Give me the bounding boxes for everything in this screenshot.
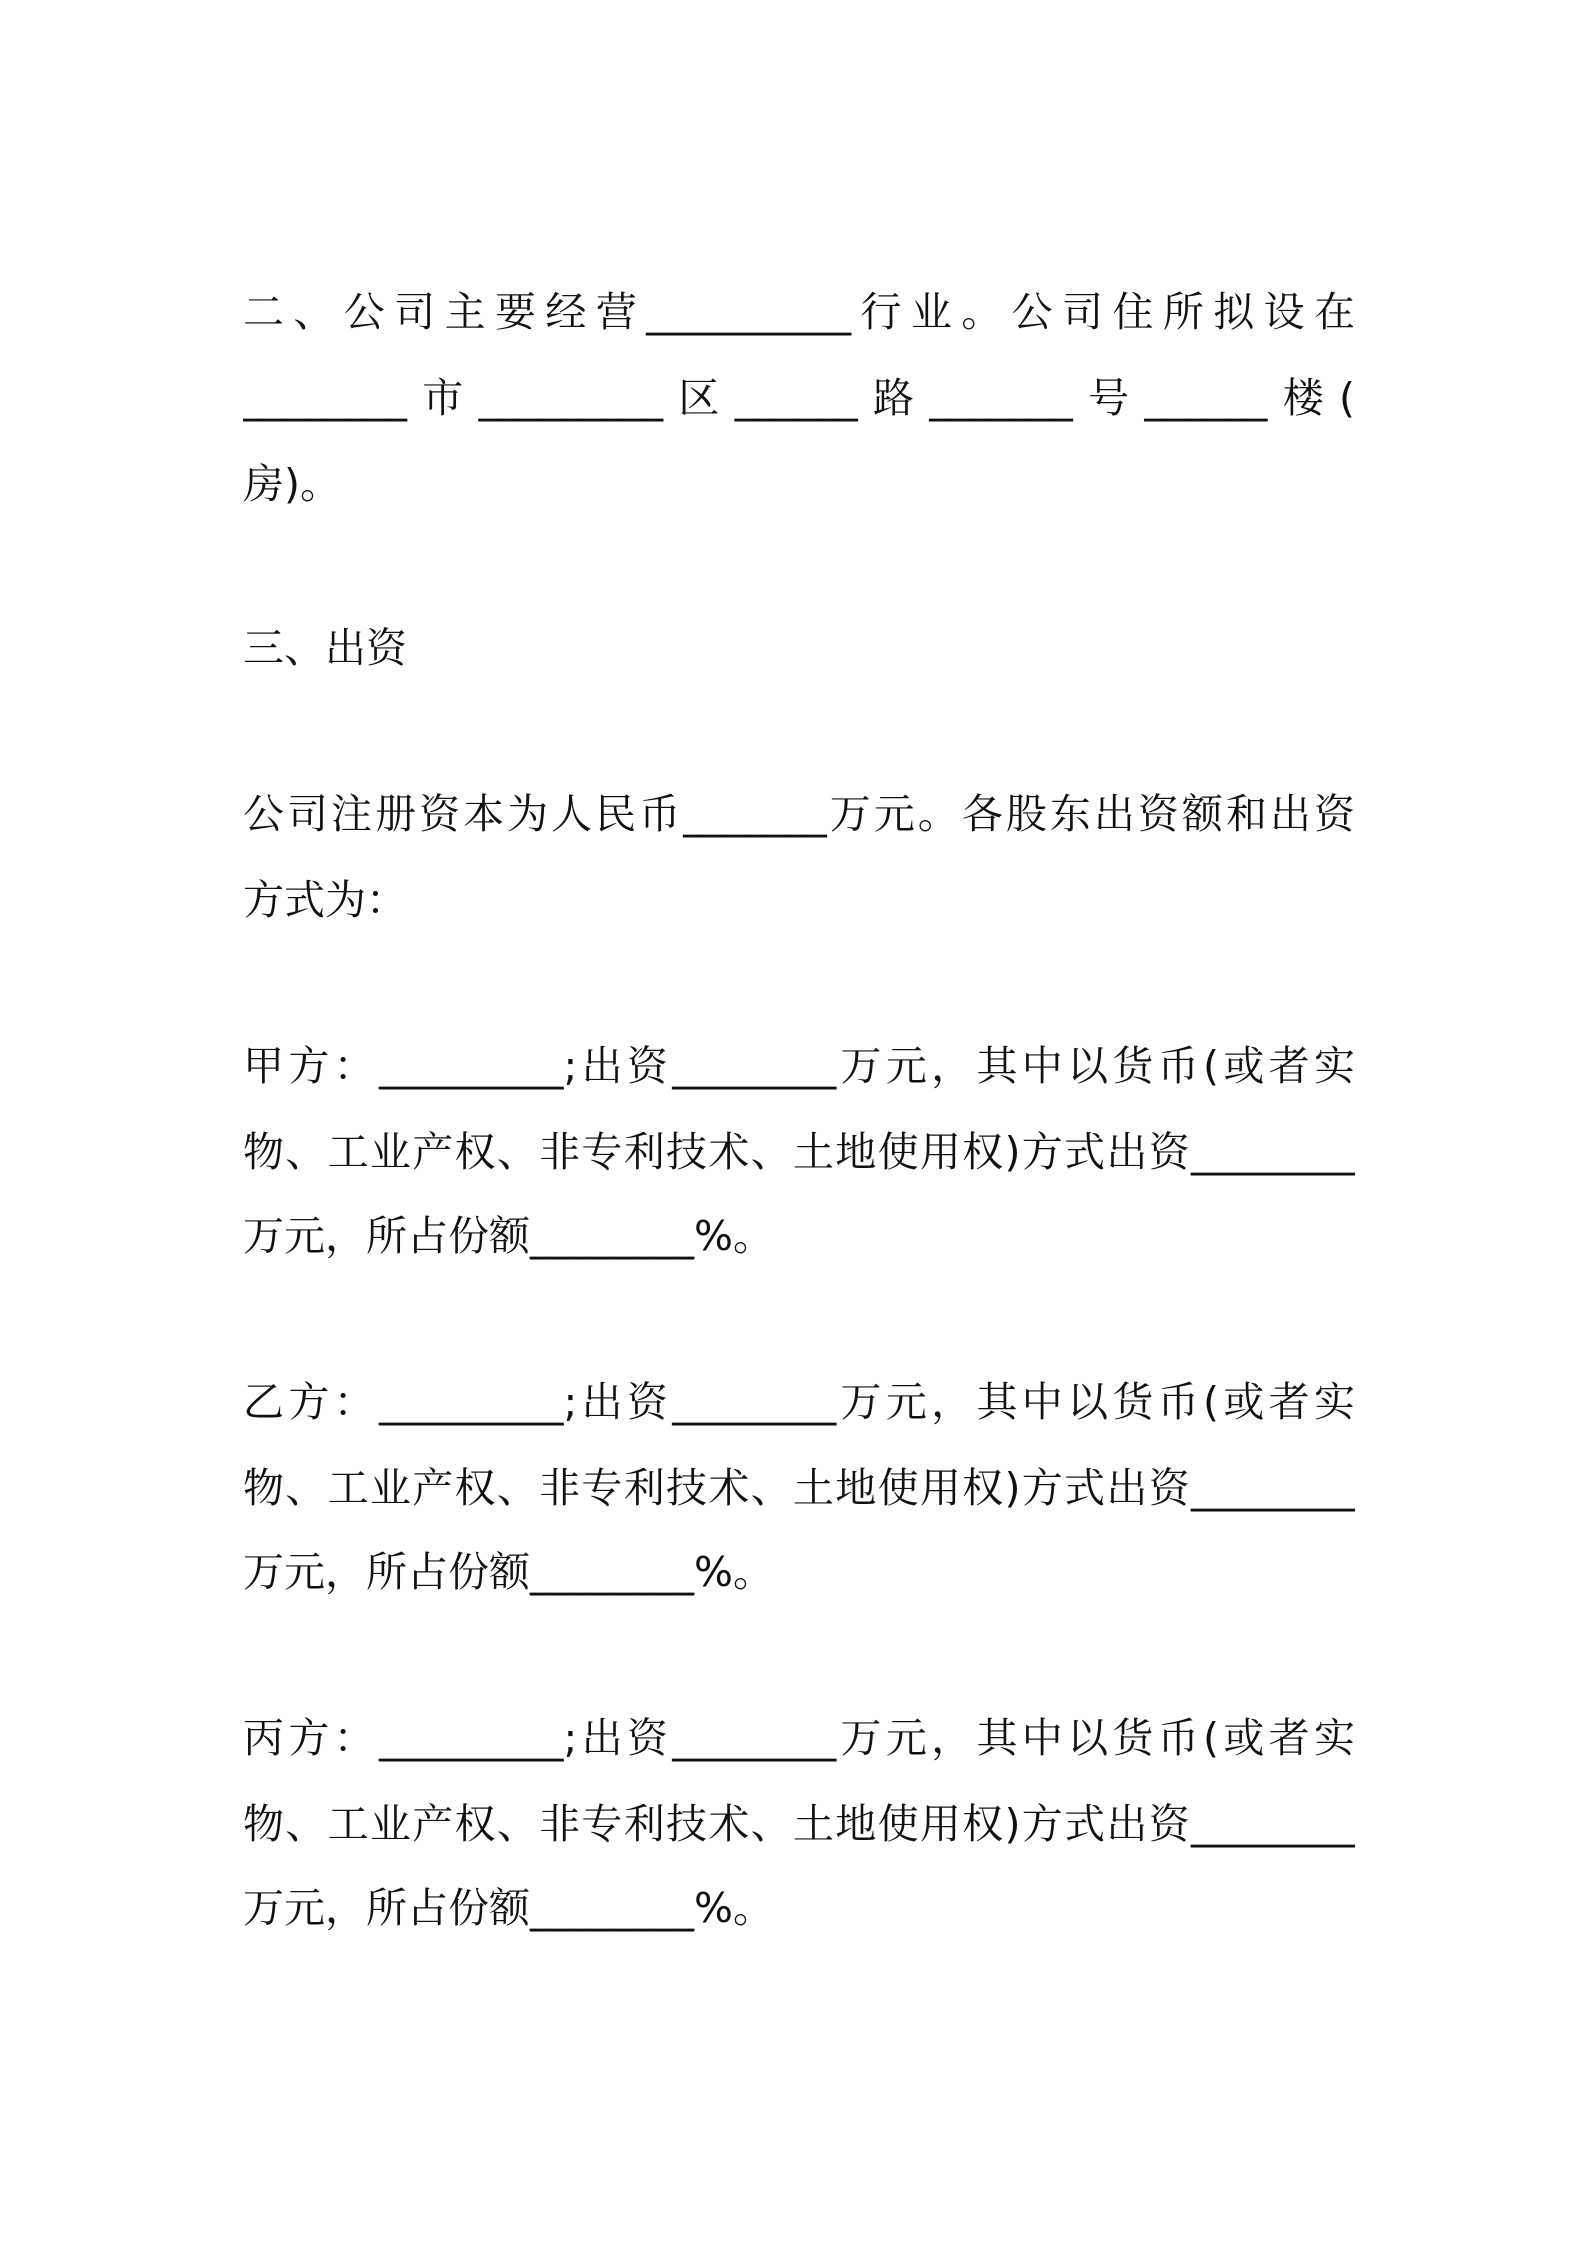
party-b-line-1: 乙方：_________;出资________万元，其中以货币(或者实 xyxy=(243,1378,1355,1426)
section3-heading: 三、出资 xyxy=(243,624,407,672)
party-a-line-1: 甲方：_________;出资________万元，其中以货币(或者实 xyxy=(243,1042,1355,1090)
party-b-line-2: 物、工业产权、非专利技术、土地使用权)方式出资________ xyxy=(243,1464,1355,1512)
section2-line-3: 房)。 xyxy=(243,460,341,508)
document-page xyxy=(243,0,1355,2244)
capital-line-1: 公司注册资本为人民币_______万元。各股东出资额和出资 xyxy=(243,790,1355,838)
party-a-line-2: 物、工业产权、非专利技术、土地使用权)方式出资________ xyxy=(243,1128,1355,1176)
party-c-line-2: 物、工业产权、非专利技术、土地使用权)方式出资________ xyxy=(243,1800,1355,1848)
party-a-line-3: 万元，所占份额________%。 xyxy=(243,1212,774,1260)
party-c-line-3: 万元，所占份额________%。 xyxy=(243,1884,774,1932)
capital-line-2: 方式为： xyxy=(243,876,407,924)
party-b-line-3: 万元，所占份额________%。 xyxy=(243,1548,774,1596)
section2-line-2: ________市_________区______路_______号______楼( xyxy=(243,374,1355,422)
section2-line-1: 二、公司主要经营__________行业。公司住所拟设在 xyxy=(243,288,1355,336)
party-c-line-1: 丙方：_________;出资________万元，其中以货币(或者实 xyxy=(243,1714,1355,1762)
